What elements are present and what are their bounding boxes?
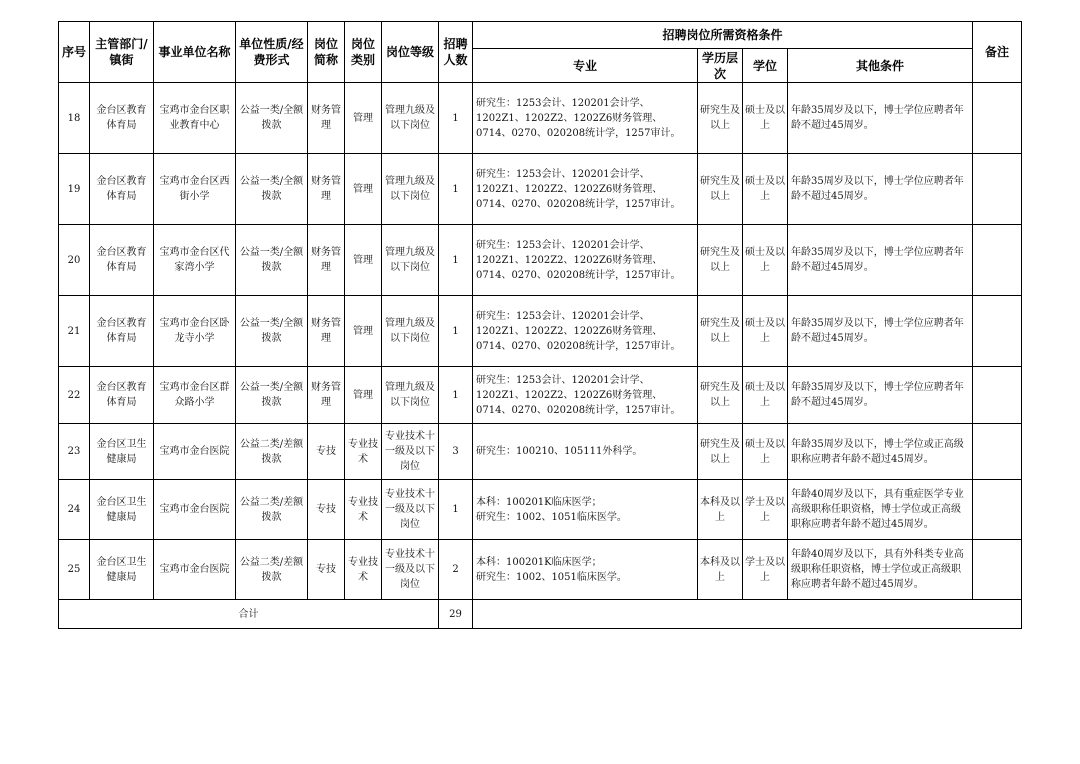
header-other: 其他条件: [788, 49, 973, 83]
major-line: 研究生：1002、1051临床医学。: [476, 511, 627, 523]
cell-remark: [973, 225, 1022, 296]
cell-dept: 金台区教育体育局: [90, 225, 154, 296]
cell-post-abbr: 专技: [308, 424, 345, 480]
cell-dept: 金台区卫生健康局: [90, 540, 154, 600]
cell-nature: 公益二类/差额拨款: [236, 480, 308, 540]
header-major: 专业: [473, 49, 698, 83]
cell-post-abbr: 财务管理: [308, 83, 345, 154]
cell-major: 研究生：1253会计、120201会计学、1202Z1、1202Z2、1202Z6财务管理、0714、0270、020208统计学，1257审计。: [473, 83, 698, 154]
cell-post-level: 专业技术十一级及以下岗位: [382, 424, 439, 480]
table-row: [59, 480, 1022, 540]
table-row: [59, 83, 1022, 154]
cell-other: 年龄35周岁及以下，博士学位应聘者年龄不超过45周岁。: [788, 83, 973, 154]
cell-seq: 18: [59, 83, 90, 154]
header-dept: 主管部门/镇街: [90, 22, 154, 83]
cell-post-cat: 专业技术: [345, 480, 382, 540]
cell-post-abbr: 专技: [308, 540, 345, 600]
table-row: [59, 154, 1022, 225]
recruitment-table-sheet: [58, 21, 1022, 629]
cell-degree: 硕士及以上: [743, 154, 788, 225]
table-row: [59, 296, 1022, 367]
cell-other: 年龄35周岁及以下，博士学位应聘者年龄不超过45周岁。: [788, 225, 973, 296]
cell-remark: [973, 480, 1022, 540]
header-remark: 备注: [973, 22, 1022, 83]
cell-seq: 22: [59, 367, 90, 424]
cell-dept: 金台区教育体育局: [90, 154, 154, 225]
cell-count: 1: [439, 296, 473, 367]
table-row: [59, 225, 1022, 296]
cell-nature: 公益一类/全额拨款: [236, 367, 308, 424]
cell-degree: 学士及以上: [743, 540, 788, 600]
cell-degree: 学士及以上: [743, 480, 788, 540]
recruitment-table: [58, 21, 1022, 629]
cell-education: 本科及以上: [698, 480, 743, 540]
cell-education: 研究生及以上: [698, 296, 743, 367]
header-post-level: 岗位等级: [382, 22, 439, 83]
cell-post-abbr: 财务管理: [308, 154, 345, 225]
cell-education: 研究生及以上: [698, 154, 743, 225]
header-unit: 事业单位名称: [154, 22, 236, 83]
cell-degree: 硕士及以上: [743, 83, 788, 154]
cell-seq: 20: [59, 225, 90, 296]
total-label: 合计: [59, 600, 439, 629]
cell-nature: 公益一类/全额拨款: [236, 83, 308, 154]
cell-count: 2: [439, 540, 473, 600]
cell-post-cat: 管理: [345, 225, 382, 296]
cell-major: 研究生：100210、105111外科学。: [473, 424, 698, 480]
cell-count: 1: [439, 225, 473, 296]
cell-nature: 公益二类/差额拨款: [236, 540, 308, 600]
cell-seq: 24: [59, 480, 90, 540]
table-row: [59, 540, 1022, 600]
major-line: 研究生：1002、1051临床医学。: [476, 571, 627, 583]
header-post-cat: 岗位类别: [345, 22, 382, 83]
cell-remark: [973, 83, 1022, 154]
total-blank: [473, 600, 1022, 629]
major-line: 本科：100201K临床医学；: [476, 556, 602, 568]
header-post-abbr: 岗位简称: [308, 22, 345, 83]
cell-major: 研究生：1253会计、120201会计学、1202Z1、1202Z2、1202Z6财务管理、0714、0270、020208统计学，1257审计。: [473, 154, 698, 225]
cell-remark: [973, 367, 1022, 424]
cell-post-cat: 管理: [345, 296, 382, 367]
cell-seq: 21: [59, 296, 90, 367]
cell-major: 研究生：1253会计、120201会计学、1202Z1、1202Z2、1202Z6财务管理、0714、0270、020208统计学，1257审计。: [473, 225, 698, 296]
cell-degree: 硕士及以上: [743, 225, 788, 296]
cell-education: 研究生及以上: [698, 83, 743, 154]
cell-count: 3: [439, 424, 473, 480]
cell-dept: 金台区卫生健康局: [90, 424, 154, 480]
cell-post-abbr: 财务管理: [308, 225, 345, 296]
cell-post-level: 管理九级及以下岗位: [382, 367, 439, 424]
cell-dept: 金台区卫生健康局: [90, 480, 154, 540]
header-count: 招聘人数: [439, 22, 473, 83]
table-row: [59, 367, 1022, 424]
cell-post-abbr: 财务管理: [308, 296, 345, 367]
cell-major: 研究生：1253会计、120201会计学、1202Z1、1202Z2、1202Z6财务管理、0714、0270、020208统计学，1257审计。: [473, 367, 698, 424]
cell-nature: 公益一类/全额拨款: [236, 225, 308, 296]
cell-education: 本科及以上: [698, 540, 743, 600]
cell-dept: 金台区教育体育局: [90, 83, 154, 154]
cell-other: 年龄35周岁及以下，博士学位应聘者年龄不超过45周岁。: [788, 154, 973, 225]
total-row: [59, 600, 1022, 629]
cell-post-level: 管理九级及以下岗位: [382, 225, 439, 296]
cell-remark: [973, 154, 1022, 225]
header-nature: 单位性质/经费形式: [236, 22, 308, 83]
cell-nature: 公益一类/全额拨款: [236, 296, 308, 367]
cell-seq: 23: [59, 424, 90, 480]
header-seq: 序号: [59, 22, 90, 83]
cell-post-level: 管理九级及以下岗位: [382, 154, 439, 225]
cell-nature: 公益一类/全额拨款: [236, 154, 308, 225]
table-row: [59, 424, 1022, 480]
cell-major: 研究生：1253会计、120201会计学、1202Z1、1202Z2、1202Z6财务管理、0714、0270、020208统计学，1257审计。: [473, 296, 698, 367]
cell-remark: [973, 540, 1022, 600]
cell-post-level: 专业技术十一级及以下岗位: [382, 480, 439, 540]
cell-seq: 25: [59, 540, 90, 600]
cell-post-cat: 专业技术: [345, 424, 382, 480]
cell-other: 年龄35周岁及以下，博士学位应聘者年龄不超过45周岁。: [788, 367, 973, 424]
cell-dept: 金台区教育体育局: [90, 296, 154, 367]
cell-dept: 金台区教育体育局: [90, 367, 154, 424]
header-row-1: [59, 22, 1022, 49]
total-count: 29: [439, 600, 473, 629]
cell-unit: 宝鸡市金台区职业教育中心: [154, 83, 236, 154]
cell-unit: 宝鸡市金台区代家湾小学: [154, 225, 236, 296]
cell-seq: 19: [59, 154, 90, 225]
cell-unit: 宝鸡市金台区卧龙寺小学: [154, 296, 236, 367]
cell-remark: [973, 424, 1022, 480]
cell-education: 研究生及以上: [698, 225, 743, 296]
cell-education: 研究生及以上: [698, 424, 743, 480]
cell-post-abbr: 专技: [308, 480, 345, 540]
header-education: 学历层次: [698, 49, 743, 83]
cell-other: 年龄40周岁及以下，具有重症医学专业高级职称任职资格，博士学位或正高级职称应聘者年龄不超过45周岁。: [788, 480, 973, 540]
cell-unit: 宝鸡市金台医院: [154, 540, 236, 600]
cell-post-cat: 管理: [345, 154, 382, 225]
cell-post-cat: 管理: [345, 367, 382, 424]
cell-remark: [973, 296, 1022, 367]
cell-post-cat: 专业技术: [345, 540, 382, 600]
cell-post-level: 管理九级及以下岗位: [382, 83, 439, 154]
cell-other: 年龄35周岁及以下，博士学位应聘者年龄不超过45周岁。: [788, 296, 973, 367]
cell-major: [473, 540, 698, 600]
cell-other: 年龄40周岁及以下，具有外科类专业高级职称任职资格，博士学位或正高级职称应聘者年龄不超过45周岁。: [788, 540, 973, 600]
cell-count: 1: [439, 83, 473, 154]
cell-unit: 宝鸡市金台医院: [154, 480, 236, 540]
cell-degree: 硕士及以上: [743, 367, 788, 424]
cell-count: 1: [439, 480, 473, 540]
cell-degree: 硕士及以上: [743, 296, 788, 367]
cell-unit: 宝鸡市金台区西街小学: [154, 154, 236, 225]
cell-degree: 硕士及以上: [743, 424, 788, 480]
cell-post-cat: 管理: [345, 83, 382, 154]
cell-nature: 公益二类/差额拨款: [236, 424, 308, 480]
cell-post-level: 专业技术十一级及以下岗位: [382, 540, 439, 600]
cell-post-level: 管理九级及以下岗位: [382, 296, 439, 367]
cell-education: 研究生及以上: [698, 367, 743, 424]
cell-major: [473, 480, 698, 540]
cell-other: 年龄35周岁及以下，博士学位或正高级职称应聘者年龄不超过45周岁。: [788, 424, 973, 480]
cell-unit: 宝鸡市金台区群众路小学: [154, 367, 236, 424]
cell-post-abbr: 财务管理: [308, 367, 345, 424]
cell-count: 1: [439, 367, 473, 424]
cell-unit: 宝鸡市金台医院: [154, 424, 236, 480]
header-degree: 学位: [743, 49, 788, 83]
header-conditions-group: 招聘岗位所需资格条件: [473, 22, 973, 49]
major-line: 本科：100201K临床医学；: [476, 496, 602, 508]
cell-count: 1: [439, 154, 473, 225]
